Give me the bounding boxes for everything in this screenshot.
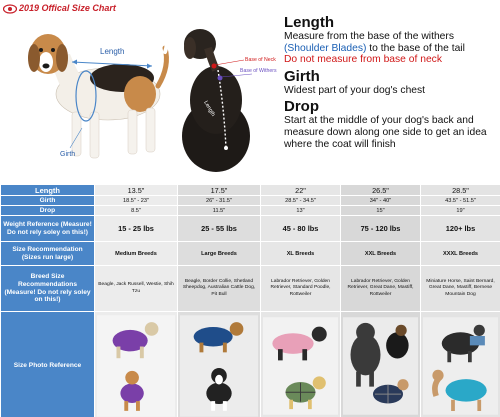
girth-value: 34" - 40" <box>341 196 421 206</box>
row-label-photos: Size Photo Reference <box>1 312 95 417</box>
withers-label: Base of Withers <box>240 68 277 74</box>
weight-value: 45 - 80 lbs <box>261 216 341 242</box>
size-value: XXL Breeds <box>341 242 421 266</box>
photo-large <box>178 312 261 417</box>
girth-label: Girth <box>60 151 76 158</box>
length-value: 26.5" <box>341 185 421 196</box>
drop-heading: Drop <box>284 98 319 116</box>
table-row-girth <box>1 196 500 206</box>
neck-marker-icon <box>212 64 217 69</box>
girth-heading: Girth <box>284 67 320 85</box>
breed-list: Labrador Retriever, Golden Retriever, Great Dane, Mastiff, Rottweiler <box>341 266 421 312</box>
size-chart-table <box>0 184 500 417</box>
drop-value: 11.5" <box>178 206 261 216</box>
length-value: 17.5" <box>178 185 261 196</box>
girth-instruction: Widest part of your dog's chest <box>284 84 426 96</box>
large-coat-photo <box>180 314 258 417</box>
row-label-length: Length <box>1 185 95 196</box>
xxxl-coat-photo <box>423 314 498 417</box>
breed-list: Beagle, Jack Russell, Westie, Shih Tzu <box>95 266 178 312</box>
drop-value: 8.5" <box>95 206 178 216</box>
girth-value: 43.5" - 51.5" <box>421 196 500 206</box>
breed-list: Beagle, Border Collie, Shetland Sheepdog, Australian Cattle Dog, Pit Bull <box>178 266 261 312</box>
table-row-weight <box>1 216 500 242</box>
withers-marker-icon <box>218 76 223 81</box>
length-value: 13.5" <box>95 185 178 196</box>
length-instruction-line1: Measure from the base of the withers <box>284 31 454 42</box>
photo-xxl <box>341 312 421 417</box>
length-heading: Length <box>284 14 334 31</box>
table-row-size-recommendation <box>1 242 500 266</box>
weight-value: 120+ lbs <box>421 216 500 242</box>
drop-instruction: Start at the middle of your dog's back and measure down along one side to get an idea where the coat will finish <box>284 115 487 150</box>
chart-title: 2019 Offical Size Chart <box>19 3 116 13</box>
shoulder-blades-text: (Shoulder Blades) <box>284 42 367 54</box>
row-label-weight: Weight Reference (Measure! Do not rely soley on this!) <box>1 216 95 242</box>
row-label-breeds: Breed Size Recommendations (Measure! Do not rely soley on this!) <box>1 266 95 312</box>
table-row-length <box>1 185 500 196</box>
length-warning: Do not measure from base of neck <box>284 54 442 66</box>
neck-label: Base of Neck <box>245 57 276 63</box>
size-value: XXXL Breeds <box>421 242 500 266</box>
girth-value: 26" - 31.5" <box>178 196 261 206</box>
length-label: Length <box>100 47 125 56</box>
drop-value: 13" <box>261 206 341 216</box>
photo-xxxl <box>421 312 500 417</box>
girth-value: 18.5" - 23" <box>95 196 178 206</box>
row-label-size-recommendation: Size Recommendation (Sizes run large) <box>1 242 95 266</box>
beagle-measure-illustration <box>0 18 180 178</box>
breed-list: Miniature Horse, Saint Bernard, Great Dane, Mastiff, Bernese Mountain Dog <box>421 266 500 312</box>
drop-value: 15" <box>341 206 421 216</box>
xl-coat-photo <box>263 314 338 417</box>
xxl-coat-photo <box>343 314 418 417</box>
row-label-girth: Girth <box>1 196 95 206</box>
table-row-drop <box>1 206 500 216</box>
size-value: Medium Breeds <box>95 242 178 266</box>
medium-coat-photo <box>97 314 175 417</box>
row-label-drop: Drop <box>1 206 95 216</box>
length-instruction-tail: to the base of the tail <box>366 42 465 54</box>
length-value: 22" <box>261 185 341 196</box>
table-row-photos <box>1 312 500 417</box>
back-length-label: Length <box>202 100 216 118</box>
weight-value: 25 - 55 lbs <box>178 216 261 242</box>
breed-list: Labrador Retriever, Golden Retriever, Standard Poodle, Rottweiler <box>261 266 341 312</box>
size-value: Large Breeds <box>178 242 261 266</box>
weight-value: 75 - 120 lbs <box>341 216 421 242</box>
drop-value: 19" <box>421 206 500 216</box>
photo-medium <box>95 312 178 417</box>
dog-back-measure-illustration <box>168 18 286 178</box>
length-instruction-line2 <box>284 43 498 55</box>
table-row-breeds <box>1 266 500 312</box>
measuring-instructions <box>284 14 498 150</box>
girth-value: 28.5" - 34.5" <box>261 196 341 206</box>
weight-value: 15 - 25 lbs <box>95 216 178 242</box>
length-value: 28.5" <box>421 185 500 196</box>
photo-xl <box>261 312 341 417</box>
size-value: XL Breeds <box>261 242 341 266</box>
eye-logo-icon <box>3 4 17 14</box>
